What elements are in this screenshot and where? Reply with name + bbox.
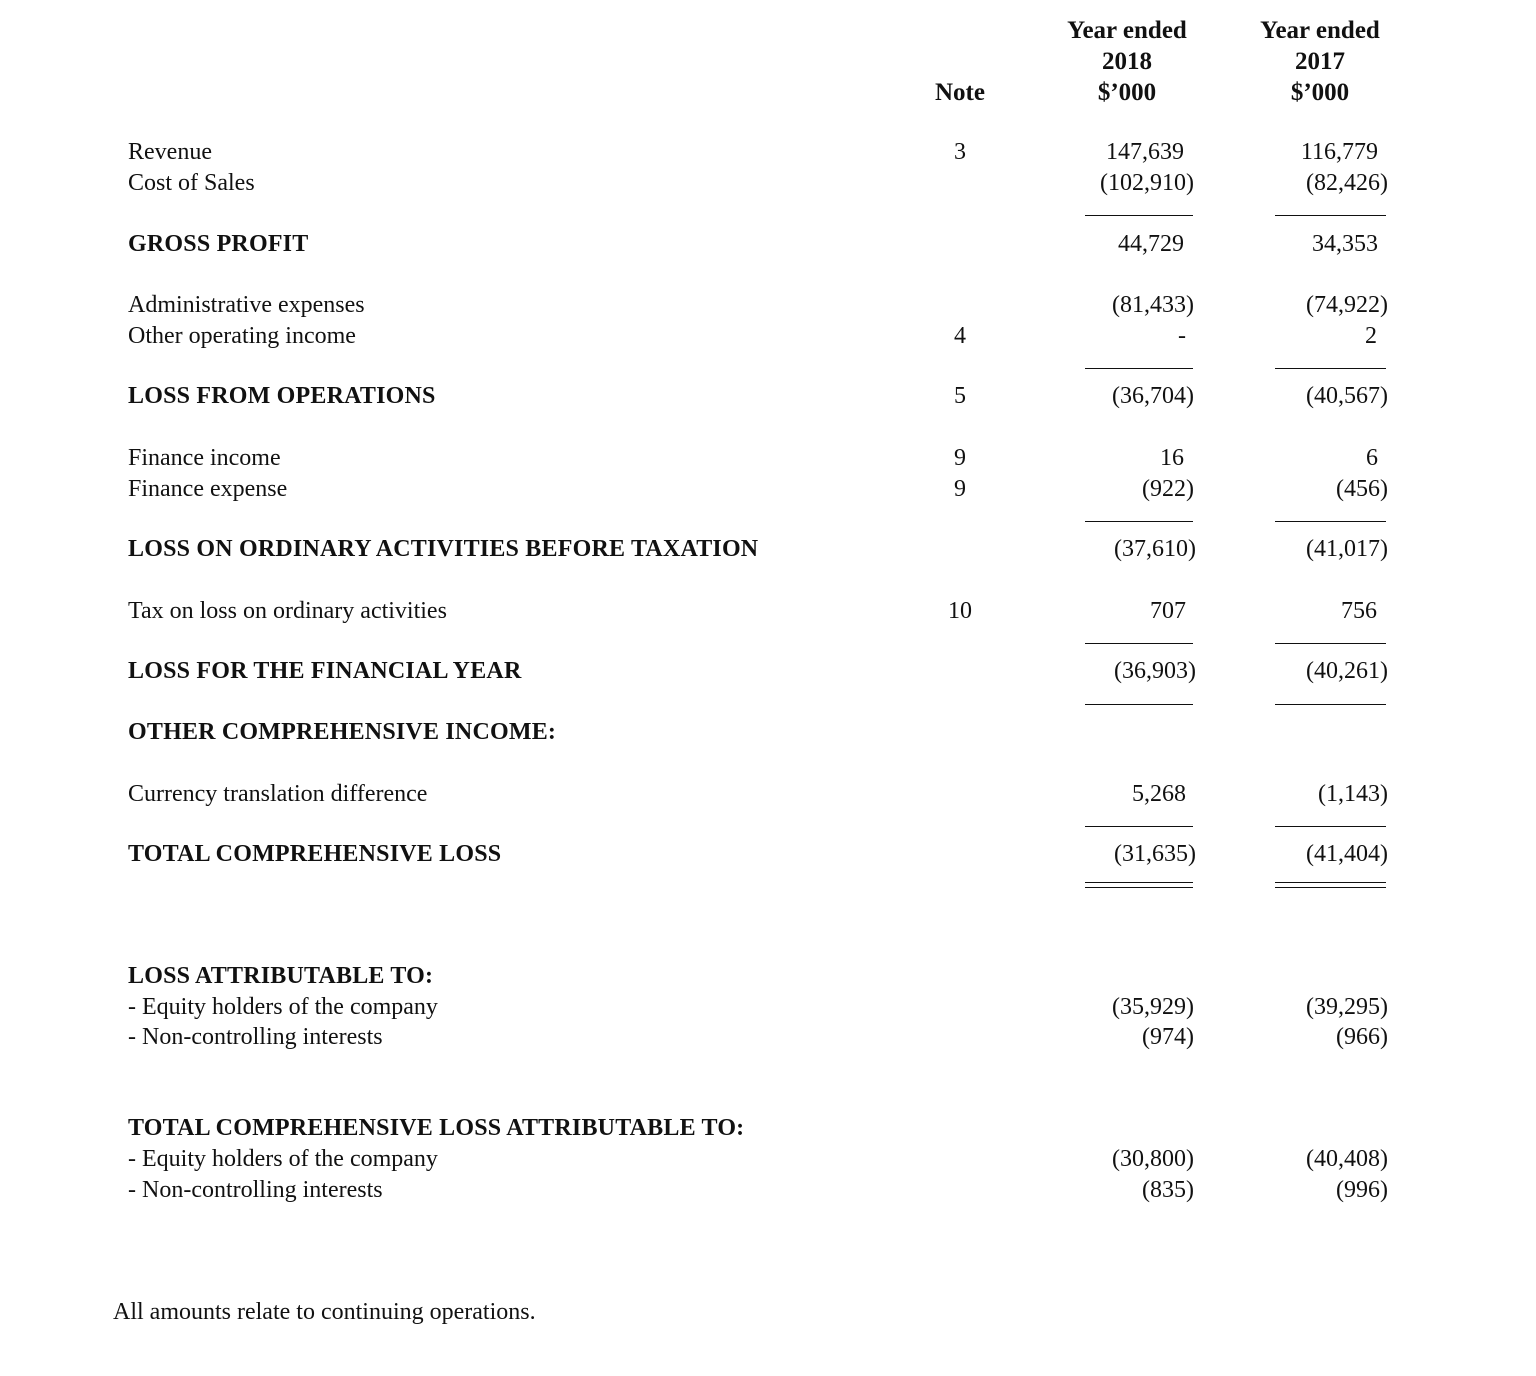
column-header-2017 — [1245, 15, 1395, 108]
finance-income-note: 9 — [954, 445, 966, 471]
loss-attr-equity-label: - Equity holders of the company — [128, 994, 438, 1020]
subtotal-rule — [1275, 704, 1386, 705]
total-comprehensive-loss-2018: (31,635) — [1114, 841, 1196, 867]
tcl-attr-equity-2017: (40,408) — [1306, 1146, 1388, 1172]
loss-before-tax-2018: (37,610) — [1114, 536, 1196, 562]
other-operating-income-note: 4 — [954, 323, 966, 349]
revenue-label: Revenue — [128, 139, 212, 165]
finance-expense-note: 9 — [954, 476, 966, 502]
admin-expenses-2017: (74,922) — [1306, 292, 1388, 318]
oci-heading: OTHER COMPREHENSIVE INCOME: — [128, 719, 557, 745]
other-operating-income-2018: - — [1178, 323, 1186, 349]
header-2018-unit: $’000 — [1097, 79, 1157, 106]
cost-of-sales-2017: (82,426) — [1306, 170, 1388, 196]
subtotal-rule — [1085, 215, 1193, 216]
cost-of-sales-label: Cost of Sales — [128, 170, 255, 196]
tcl-attr-nci-2017: (996) — [1336, 1177, 1388, 1203]
loss-attr-equity-2017: (39,295) — [1306, 994, 1388, 1020]
gross-profit-2017: 34,353 — [1312, 231, 1378, 257]
finance-expense-label: Finance expense — [128, 476, 288, 502]
tcl-attr-nci-2018: (835) — [1142, 1177, 1194, 1203]
loss-for-year-2018: (36,903) — [1114, 658, 1196, 684]
header-2017-line1: Year ended — [1260, 17, 1380, 44]
subtotal-rule — [1085, 826, 1193, 827]
loss-from-operations-label: LOSS FROM OPERATIONS — [128, 383, 436, 409]
cost-of-sales-2018: (102,910) — [1100, 170, 1194, 196]
loss-before-tax-label: LOSS ON ORDINARY ACTIVITIES BEFORE TAXATION — [128, 536, 759, 562]
finance-expense-2018: (922) — [1142, 476, 1194, 502]
subtotal-rule — [1085, 521, 1193, 522]
loss-before-tax-2017: (41,017) — [1306, 536, 1388, 562]
loss-attributable-heading: LOSS ATTRIBUTABLE TO: — [128, 963, 434, 989]
finance-income-2018: 16 — [1160, 445, 1184, 471]
subtotal-rule — [1085, 368, 1193, 369]
loss-from-operations-2018: (36,704) — [1112, 383, 1194, 409]
revenue-2017: 116,779 — [1300, 139, 1378, 165]
revenue-note: 3 — [954, 139, 966, 165]
subtotal-rule — [1085, 704, 1193, 705]
header-2017-year: 2017 — [1295, 48, 1345, 75]
note-column-header: Note — [935, 79, 985, 106]
gross-profit-2018: 44,729 — [1118, 231, 1184, 257]
subtotal-rule — [1275, 368, 1386, 369]
tax-note: 10 — [948, 598, 972, 624]
currency-translation-2018: 5,268 — [1132, 781, 1186, 807]
loss-attr-nci-2017: (966) — [1336, 1024, 1388, 1050]
finance-income-2017: 6 — [1366, 445, 1378, 471]
admin-expenses-label: Administrative expenses — [128, 292, 365, 318]
other-operating-income-2017: 2 — [1365, 323, 1377, 349]
loss-attr-nci-label: - Non-controlling interests — [128, 1024, 383, 1050]
double-underline-rule — [1275, 882, 1386, 888]
loss-for-year-2017: (40,261) — [1306, 658, 1388, 684]
finance-expense-2017: (456) — [1336, 476, 1388, 502]
tcl-attr-equity-2018: (30,800) — [1112, 1146, 1194, 1172]
tcl-attr-equity-label: - Equity holders of the company — [128, 1146, 438, 1172]
subtotal-rule — [1275, 643, 1386, 644]
tcl-attr-nci-label: - Non-controlling interests — [128, 1177, 383, 1203]
subtotal-rule — [1275, 215, 1386, 216]
subtotal-rule — [1275, 521, 1386, 522]
revenue-2018: 147,639 — [1106, 139, 1184, 165]
finance-income-label: Finance income — [128, 445, 281, 471]
loss-attr-equity-2018: (35,929) — [1112, 994, 1194, 1020]
tcl-attributable-heading: TOTAL COMPREHENSIVE LOSS ATTRIBUTABLE TO: — [128, 1115, 745, 1141]
other-operating-income-label: Other operating income — [128, 323, 356, 349]
header-2018-line1: Year ended — [1067, 17, 1187, 44]
column-header-2018 — [1052, 15, 1202, 108]
loss-from-operations-2017: (40,567) — [1306, 383, 1388, 409]
double-underline-rule — [1085, 882, 1193, 888]
loss-from-operations-note: 5 — [954, 383, 966, 409]
currency-translation-2017: (1,143) — [1318, 781, 1388, 807]
footer-note: All amounts relate to continuing operations. — [113, 1299, 536, 1325]
currency-translation-label: Currency translation difference — [128, 781, 428, 807]
total-comprehensive-loss-label: TOTAL COMPREHENSIVE LOSS — [128, 841, 502, 867]
tax-label: Tax on loss on ordinary activities — [128, 598, 447, 624]
gross-profit-label: GROSS PROFIT — [128, 231, 309, 257]
subtotal-rule — [1085, 643, 1193, 644]
admin-expenses-2018: (81,433) — [1112, 292, 1194, 318]
subtotal-rule — [1275, 826, 1386, 827]
loss-attr-nci-2018: (974) — [1142, 1024, 1194, 1050]
total-comprehensive-loss-2017: (41,404) — [1306, 841, 1388, 867]
tax-2018: 707 — [1150, 598, 1186, 624]
header-2017-unit: $’000 — [1290, 79, 1350, 106]
loss-for-year-label: LOSS FOR THE FINANCIAL YEAR — [128, 658, 522, 684]
header-2018-year: 2018 — [1102, 48, 1152, 75]
tax-2017: 756 — [1341, 598, 1377, 624]
